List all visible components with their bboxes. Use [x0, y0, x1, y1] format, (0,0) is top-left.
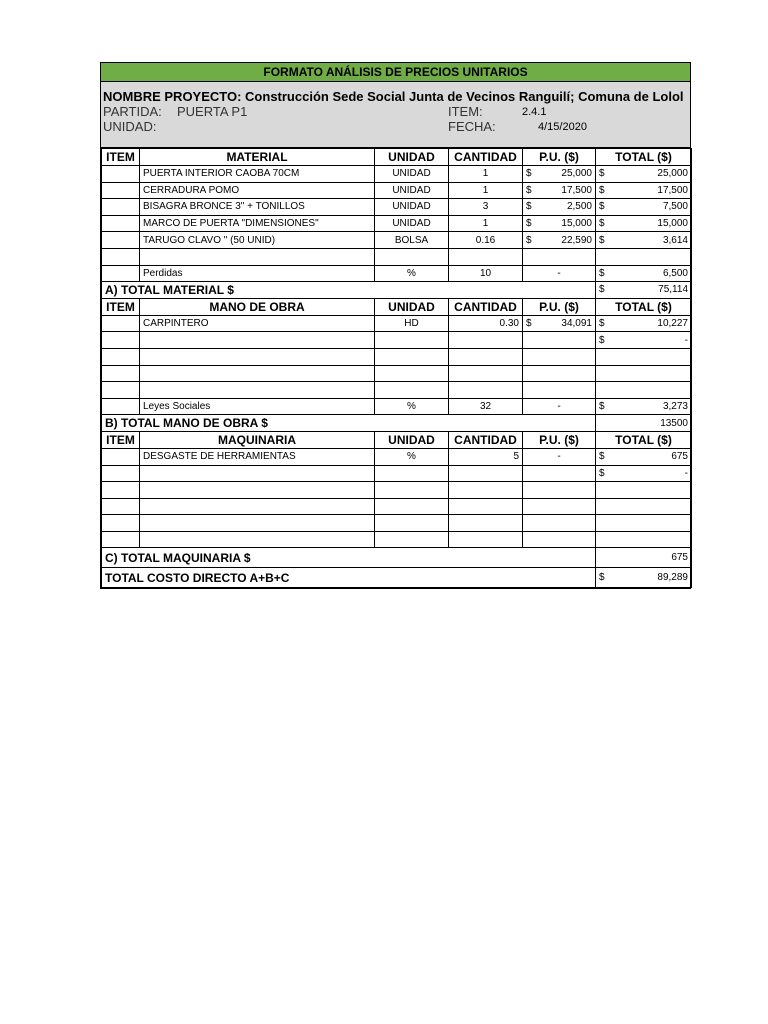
col-pu-header[interactable]: P.U. ($) — [523, 431, 596, 448]
total-cell[interactable] — [596, 182, 692, 199]
total-cell[interactable] — [596, 166, 692, 183]
price-analysis-sheet — [100, 62, 691, 589]
analysis-table — [101, 148, 692, 588]
total-cell-value: 10,227 — [657, 318, 688, 330]
description-cell[interactable] — [140, 365, 375, 382]
total-cell-value: - — [684, 334, 688, 346]
item-cell[interactable] — [102, 515, 140, 532]
table-row — [102, 232, 692, 249]
description-cell[interactable]: CERRADURA POMO — [140, 182, 375, 199]
description-cell[interactable]: TARUGO CLAVO " (50 UNID) — [140, 232, 375, 249]
grand-total-value[interactable] — [596, 568, 692, 588]
description-cell[interactable] — [140, 348, 375, 365]
unit-price-cell[interactable] — [523, 465, 596, 482]
partida-value: PUERTA P1 — [177, 104, 248, 119]
unit-cell[interactable] — [375, 515, 449, 532]
quantity-cell[interactable] — [449, 465, 523, 482]
unit-price-cell-value: 22,590 — [561, 234, 592, 246]
description-cell[interactable]: CARPINTERO — [140, 315, 375, 332]
unit-price-cell-value: 25,000 — [561, 168, 592, 180]
item-cell[interactable] — [102, 482, 140, 499]
col-total-header[interactable]: TOTAL ($) — [596, 149, 692, 166]
col-cantidad-header[interactable]: CANTIDAD — [449, 149, 523, 166]
grand-total-value-value: 89,289 — [657, 572, 688, 584]
item-cell[interactable] — [102, 215, 140, 232]
total-cell-value: 15,000 — [657, 218, 688, 230]
currency-symbol: $ — [526, 168, 532, 180]
unit-price-cell[interactable] — [523, 215, 596, 232]
column-header-row — [102, 298, 692, 315]
empty-row — [102, 348, 692, 365]
section-total-value[interactable]: 675 — [596, 548, 692, 568]
description-cell[interactable] — [140, 465, 375, 482]
currency-symbol: $ — [599, 467, 605, 479]
unit-price-cell-value: 17,500 — [561, 184, 592, 196]
col-pu-header[interactable]: P.U. ($) — [523, 149, 596, 166]
section-total-value[interactable] — [596, 282, 692, 299]
item-cell[interactable] — [102, 498, 140, 515]
item-cell[interactable] — [102, 348, 140, 365]
grand-total-label[interactable]: TOTAL COSTO DIRECTO A+B+C — [102, 568, 596, 588]
total-cell-value: 6,500 — [662, 267, 688, 279]
currency-symbol: $ — [599, 572, 605, 584]
unit-cell[interactable]: BOLSA — [375, 232, 449, 249]
description-cell[interactable] — [140, 515, 375, 532]
total-cell[interactable] — [596, 248, 692, 265]
currency-symbol: $ — [599, 184, 605, 196]
description-cell[interactable]: DESGASTE DE HERRAMIENTAS — [140, 448, 375, 465]
project-name: NOMBRE PROYECTO: Construcción Sede Social Junta de Vecinos Ranguilí; Comuna de Lolol — [103, 89, 684, 104]
description-cell[interactable]: PUERTA INTERIOR CAOBA 70CM — [140, 166, 375, 183]
total-cell[interactable] — [596, 348, 692, 365]
quantity-cell[interactable]: 1 — [449, 166, 523, 183]
item-cell[interactable] — [102, 332, 140, 349]
total-cell-value: 3,273 — [662, 401, 688, 413]
total-cell-value: 7,500 — [662, 201, 688, 213]
quantity-cell[interactable] — [449, 531, 523, 548]
total-cell[interactable] — [596, 515, 692, 532]
empty-row — [102, 248, 692, 265]
currency-symbol: $ — [599, 451, 605, 463]
section-total-value-value: 75,114 — [658, 284, 688, 296]
quantity-cell[interactable]: 3 — [449, 199, 523, 216]
quantity-cell[interactable] — [449, 248, 523, 265]
table-row — [102, 398, 692, 415]
total-cell[interactable] — [596, 365, 692, 382]
total-cell[interactable] — [596, 398, 692, 415]
total-cell[interactable] — [596, 332, 692, 349]
empty-row — [102, 465, 692, 482]
section-total-label[interactable]: C) TOTAL MAQUINARIA $ — [102, 548, 596, 568]
description-cell[interactable]: MARCO DE PUERTA "DIMENSIONES" — [140, 215, 375, 232]
unit-price-cell[interactable] — [523, 531, 596, 548]
empty-row — [102, 332, 692, 349]
item-cell[interactable] — [102, 182, 140, 199]
total-cell[interactable] — [596, 232, 692, 249]
item-cell[interactable] — [102, 531, 140, 548]
quantity-cell[interactable]: 32 — [449, 398, 523, 415]
unit-cell[interactable] — [375, 248, 449, 265]
empty-row — [102, 531, 692, 548]
col-total-header[interactable]: TOTAL ($) — [596, 431, 692, 448]
section-total-row — [102, 282, 692, 299]
col-desc-header[interactable]: MANO DE OBRA — [140, 298, 375, 315]
project-header — [101, 82, 690, 148]
total-cell[interactable] — [596, 448, 692, 465]
unit-price-cell[interactable] — [523, 498, 596, 515]
currency-symbol: $ — [599, 168, 605, 180]
col-cantidad-header[interactable]: CANTIDAD — [449, 431, 523, 448]
currency-symbol: $ — [599, 401, 605, 413]
unit-price-cell-value: 34,091 — [561, 318, 592, 330]
currency-symbol: $ — [526, 234, 532, 246]
grand-total-row — [102, 568, 692, 588]
currency-symbol: $ — [599, 234, 605, 246]
unit-cell[interactable]: UNIDAD — [375, 199, 449, 216]
col-unidad-header[interactable]: UNIDAD — [375, 149, 449, 166]
table-row — [102, 448, 692, 465]
item-value: 2.4.1 — [522, 106, 547, 118]
unit-cell[interactable] — [375, 498, 449, 515]
total-cell-value: - — [684, 467, 688, 479]
column-header-row — [102, 149, 692, 166]
col-desc-header[interactable]: MATERIAL — [140, 149, 375, 166]
empty-row — [102, 382, 692, 399]
column-header-row — [102, 431, 692, 448]
table-row — [102, 315, 692, 332]
unit-cell[interactable] — [375, 348, 449, 365]
item-cell[interactable] — [102, 465, 140, 482]
fecha-label: FECHA: — [448, 119, 496, 134]
item-cell[interactable] — [102, 265, 140, 282]
unit-cell[interactable] — [375, 482, 449, 499]
quantity-cell[interactable] — [449, 515, 523, 532]
unidad-label: UNIDAD: — [103, 119, 157, 134]
item-cell[interactable] — [102, 199, 140, 216]
quantity-cell[interactable]: 1 — [449, 215, 523, 232]
unit-cell[interactable] — [375, 365, 449, 382]
col-pu-header[interactable]: P.U. ($) — [523, 298, 596, 315]
unit-price-cell-value: 2,500 — [566, 201, 592, 213]
total-cell[interactable] — [596, 465, 692, 482]
unit-price-cell[interactable] — [523, 365, 596, 382]
unit-cell[interactable]: UNIDAD — [375, 166, 449, 183]
unit-price-cell[interactable] — [523, 382, 596, 399]
description-cell[interactable] — [140, 531, 375, 548]
unit-cell[interactable]: % — [375, 398, 449, 415]
col-unidad-header[interactable]: UNIDAD — [375, 298, 449, 315]
section-total-value[interactable]: 13500 — [596, 415, 692, 432]
unit-price-cell[interactable] — [523, 348, 596, 365]
unit-price-cell[interactable] — [523, 515, 596, 532]
unit-price-cell[interactable] — [523, 248, 596, 265]
total-cell[interactable] — [596, 215, 692, 232]
currency-symbol: $ — [526, 184, 532, 196]
quantity-cell[interactable] — [449, 482, 523, 499]
quantity-cell[interactable]: 0.30 — [449, 315, 523, 332]
empty-row — [102, 482, 692, 499]
unit-price-cell[interactable] — [523, 199, 596, 216]
unit-price-cell[interactable] — [523, 315, 596, 332]
quantity-cell[interactable]: 5 — [449, 448, 523, 465]
currency-symbol: $ — [599, 318, 605, 330]
total-cell-value: 17,500 — [657, 184, 688, 196]
unit-cell[interactable] — [375, 332, 449, 349]
unit-cell[interactable] — [375, 382, 449, 399]
description-cell[interactable]: Leyes Sociales — [140, 398, 375, 415]
currency-symbol: $ — [599, 201, 605, 213]
quantity-cell[interactable] — [449, 498, 523, 515]
item-label: ITEM: — [448, 104, 483, 119]
unit-cell[interactable]: % — [375, 448, 449, 465]
table-row — [102, 199, 692, 216]
col-total-header[interactable]: TOTAL ($) — [596, 298, 692, 315]
unit-cell[interactable]: UNIDAD — [375, 215, 449, 232]
description-cell[interactable]: Perdidas — [140, 265, 375, 282]
currency-symbol: $ — [599, 284, 605, 296]
quantity-cell[interactable]: 1 — [449, 182, 523, 199]
item-cell[interactable] — [102, 232, 140, 249]
table-row — [102, 215, 692, 232]
quantity-cell[interactable]: 10 — [449, 265, 523, 282]
empty-row — [102, 515, 692, 532]
total-cell[interactable] — [596, 265, 692, 282]
col-item-header[interactable]: ITEM — [102, 431, 140, 448]
unit-price-cell[interactable]: - — [523, 398, 596, 415]
unit-price-cell[interactable]: - — [523, 265, 596, 282]
col-item-header[interactable]: ITEM — [102, 298, 140, 315]
col-desc-header[interactable]: MAQUINARIA — [140, 431, 375, 448]
total-cell[interactable] — [596, 382, 692, 399]
currency-symbol: $ — [599, 267, 605, 279]
currency-symbol: $ — [526, 201, 532, 213]
description-cell[interactable]: BISAGRA BRONCE 3" + TONILLOS — [140, 199, 375, 216]
description-cell[interactable] — [140, 498, 375, 515]
unit-cell[interactable] — [375, 465, 449, 482]
item-cell[interactable] — [102, 315, 140, 332]
unit-cell[interactable]: HD — [375, 315, 449, 332]
table-row — [102, 182, 692, 199]
total-cell-value: 3,614 — [662, 234, 688, 246]
fecha-value: 4/15/2020 — [538, 121, 587, 133]
item-cell[interactable] — [102, 398, 140, 415]
total-cell[interactable] — [596, 482, 692, 499]
col-cantidad-header[interactable]: CANTIDAD — [449, 298, 523, 315]
empty-row — [102, 498, 692, 515]
total-cell[interactable] — [596, 315, 692, 332]
unit-cell[interactable]: % — [375, 265, 449, 282]
col-item-header[interactable]: ITEM — [102, 149, 140, 166]
sheet-title: FORMATO ANÁLISIS DE PRECIOS UNITARIOS — [101, 63, 690, 82]
item-cell[interactable] — [102, 166, 140, 183]
total-cell[interactable] — [596, 199, 692, 216]
section-total-label[interactable]: A) TOTAL MATERIAL $ — [102, 282, 596, 299]
unit-price-cell-value: 15,000 — [561, 218, 592, 230]
item-cell[interactable] — [102, 382, 140, 399]
description-cell[interactable] — [140, 482, 375, 499]
unit-cell[interactable] — [375, 531, 449, 548]
table-row — [102, 265, 692, 282]
unit-price-cell[interactable] — [523, 182, 596, 199]
unit-price-cell[interactable] — [523, 332, 596, 349]
empty-row — [102, 365, 692, 382]
currency-symbol: $ — [526, 218, 532, 230]
col-unidad-header[interactable]: UNIDAD — [375, 431, 449, 448]
description-cell[interactable] — [140, 332, 375, 349]
currency-symbol: $ — [526, 318, 532, 330]
description-cell[interactable] — [140, 382, 375, 399]
quantity-cell[interactable] — [449, 382, 523, 399]
unit-price-cell[interactable]: - — [523, 448, 596, 465]
item-cell[interactable] — [102, 448, 140, 465]
quantity-cell[interactable] — [449, 348, 523, 365]
table-row — [102, 166, 692, 183]
partida-label: PARTIDA: — [103, 104, 162, 119]
total-cell[interactable] — [596, 531, 692, 548]
section-total-row — [102, 548, 692, 568]
description-cell[interactable] — [140, 248, 375, 265]
quantity-cell[interactable] — [449, 365, 523, 382]
section-total-label[interactable]: B) TOTAL MANO DE OBRA $ — [102, 415, 596, 432]
unit-price-cell[interactable] — [523, 166, 596, 183]
quantity-cell[interactable]: 0.16 — [449, 232, 523, 249]
total-cell[interactable] — [596, 498, 692, 515]
total-cell-value: 675 — [671, 451, 688, 463]
unit-price-cell[interactable] — [523, 232, 596, 249]
item-cell[interactable] — [102, 248, 140, 265]
currency-symbol: $ — [599, 334, 605, 346]
unit-cell[interactable]: UNIDAD — [375, 182, 449, 199]
quantity-cell[interactable] — [449, 332, 523, 349]
section-total-row — [102, 415, 692, 432]
total-cell-value: 25,000 — [657, 168, 688, 180]
currency-symbol: $ — [599, 218, 605, 230]
item-cell[interactable] — [102, 365, 140, 382]
unit-price-cell[interactable] — [523, 482, 596, 499]
